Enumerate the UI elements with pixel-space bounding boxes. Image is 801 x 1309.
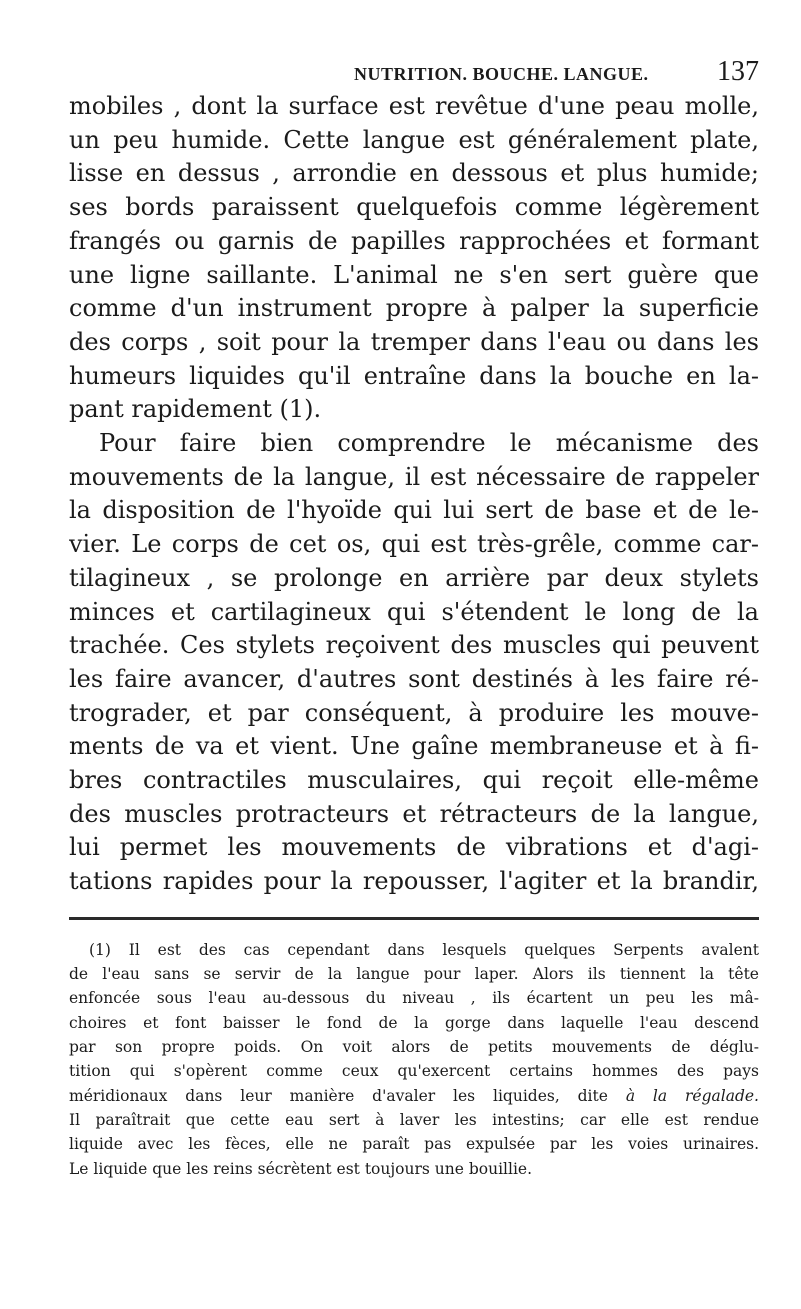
body-line: frangés ou garnis de papilles rapprochées et formant <box>69 226 759 255</box>
body-line-paragraph-start: Pour faire bien comprendre le mécanisme des <box>99 429 759 458</box>
footnote-line: Il paraîtrait que cette eau sert à laver les intestins; car elle est rendue <box>69 1110 759 1129</box>
running-head <box>69 50 759 90</box>
body-line: mobiles , dont la surface est revêtue d'une peau molle, <box>69 92 759 120</box>
footnote-line-text: méridionaux dans leur manière d'avaler les liquides, dite <box>69 1086 608 1105</box>
footnote-line: de l'eau sans se servir de la langue pour laper. Alors ils tiennent la tête <box>69 965 759 984</box>
body-line: la disposition de l'hyoïde qui lui sert de base et de le- <box>69 496 759 525</box>
footnote-divider <box>69 917 759 920</box>
body-line: trograder, et par conséquent, à produire les mouve- <box>69 698 759 727</box>
body-line: comme d'un instrument propre à palper la superficie <box>69 294 759 323</box>
body-line: des corps , soit pour la tremper dans l'eau ou dans les <box>69 327 759 356</box>
footnote-italic-phrase: à la régalade. <box>625 1086 759 1105</box>
footnote-line: choires et font baisser le fond de la gorge dans laquelle l'eau descend <box>69 1013 759 1032</box>
body-line: lisse en dessus , arrondie en dessous et plus humide; <box>69 159 759 188</box>
body-line: lui permet les mouvements de vibrations et d'agi- <box>69 833 759 862</box>
body-line: minces et cartilagineux qui s'étendent le long de la <box>69 597 759 626</box>
body-line: humeurs liquides qu'il entraîne dans la bouche en la- <box>69 361 759 390</box>
body-line: une ligne saillante. L'animal ne s'en sert guère que <box>69 260 759 289</box>
body-line: bres contractiles musculaires, qui reçoit elle-même <box>69 766 759 795</box>
body-text <box>69 90 759 899</box>
body-line: vier. Le corps de cet os, qui est très-grêle, comme car- <box>69 530 759 559</box>
body-line: tilagineux , se prolonge en arrière par deux stylets <box>69 563 759 592</box>
body-line: des muscles protracteurs et rétracteurs de la langue, <box>69 799 759 828</box>
body-line: les faire avancer, d'autres sont destinés à les faire ré- <box>69 664 759 693</box>
body-line: ments de va et vient. Une gaîne membraneuse et à fi- <box>69 732 759 761</box>
footnote-line-with-italic <box>69 1084 759 1108</box>
footnote-line: par son propre poids. On voit alors de petits mouvements de déglu- <box>69 1038 759 1057</box>
footnote-line: liquide avec les fèces, elle ne paraît pas expulsée par les voies urinaires. <box>69 1135 759 1154</box>
footnote <box>69 938 759 1181</box>
footnote-line: tition qui s'opèrent comme ceux qu'exercent certains hommes des pays <box>69 1062 759 1081</box>
body-line: tations rapides pour la repousser, l'agiter et la brandir, <box>69 867 759 896</box>
body-line: mouvements de la langue, il est nécessaire de rappeler <box>69 462 759 491</box>
body-line: un peu humide. Cette langue est généralement plate, <box>69 125 759 154</box>
body-line: trachée. Ces stylets reçoivent des muscles qui peuvent <box>69 631 759 660</box>
body-line: ses bords paraissent quelquefois comme légèrement <box>69 193 759 222</box>
running-title: NUTRITION. BOUCHE. LANGUE. <box>354 64 649 84</box>
footnote-line: (1) Il est des cas cependant dans lesquels quelques Serpents avalent <box>89 940 759 959</box>
body-line-paragraph-end: pant rapidement (1). <box>69 395 322 424</box>
footnote-line: enfoncée sous l'eau au-dessous du niveau , ils écartent un peu les mâ- <box>69 989 759 1008</box>
footnote-line: Le liquide que les reins sécrètent est toujours une bouillie. <box>69 1159 533 1178</box>
page-number: 137 <box>717 56 759 87</box>
